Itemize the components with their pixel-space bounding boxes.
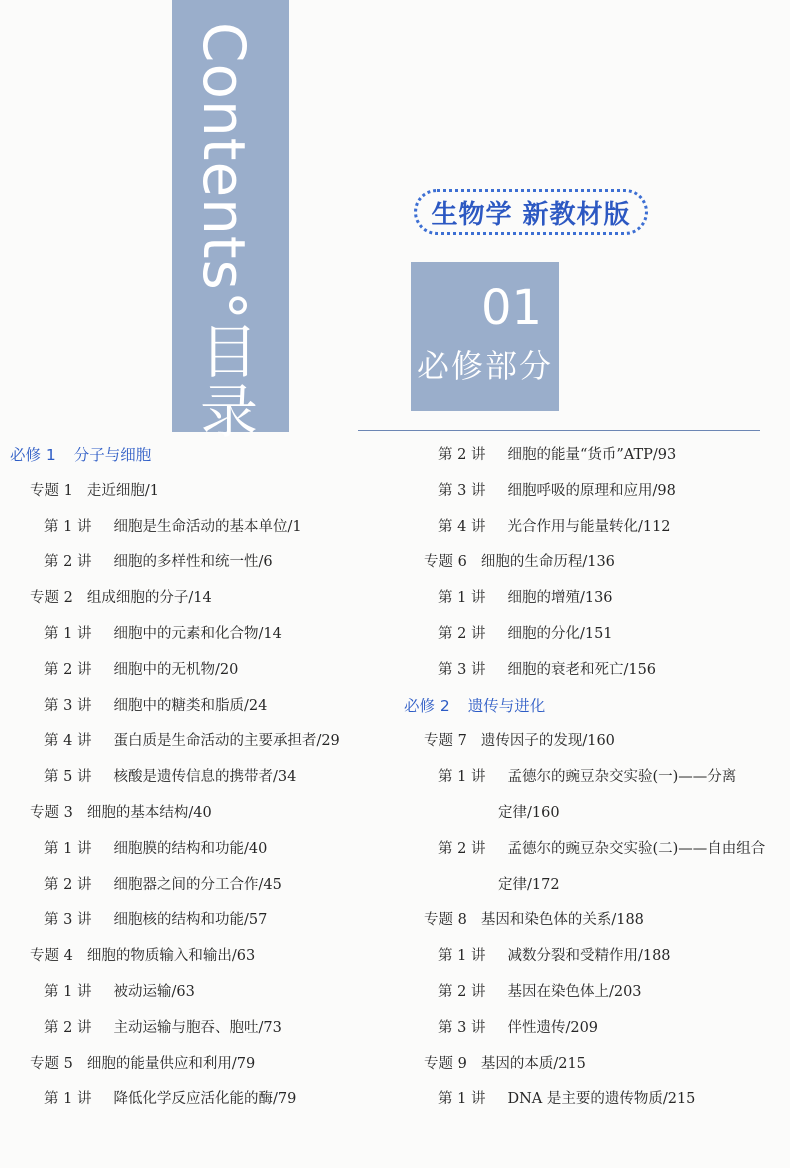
toc-title: 伴性遗传/209 (507, 1020, 599, 1036)
toc-label: 第 1 讲 (44, 1091, 92, 1107)
toc-title: 被动运输/63 (113, 984, 195, 1000)
toc-title: 细胞核的结构和功能/57 (113, 912, 268, 928)
toc-label: 专题 9 (424, 1056, 467, 1072)
toc-lecture (438, 480, 676, 502)
toc-lecture (438, 945, 671, 967)
toc-lecture (44, 623, 282, 645)
toc-title: 细胞呼吸的原理和应用/98 (507, 483, 676, 499)
toc-label: 第 1 讲 (44, 626, 92, 642)
section-number: 01 (481, 280, 543, 336)
toc-label: 第 3 讲 (44, 698, 92, 714)
toc-label: 必修 2 (404, 697, 450, 715)
toc-lecture (438, 444, 676, 466)
toc-title: 细胞膜的结构和功能/40 (113, 841, 268, 857)
toc-title: 细胞的物质输入和输出/63 (86, 948, 256, 964)
toc-label: 第 2 讲 (438, 984, 486, 1000)
toc-lecture (44, 516, 302, 538)
toc-title: 组成细胞的分子/14 (86, 590, 212, 606)
toc-label: 第 1 讲 (44, 984, 92, 1000)
toc-label: 专题 3 (30, 805, 73, 821)
toc-title: 细胞的能量供应和利用/79 (86, 1056, 256, 1072)
toc-topic (424, 730, 615, 752)
section-title: 必修部分 (417, 347, 554, 385)
toc-label: 专题 1 (30, 483, 73, 499)
toc-label: 第 2 讲 (44, 1020, 92, 1036)
toc-label: 第 4 讲 (438, 519, 486, 535)
toc-part (404, 695, 545, 717)
header-divider (358, 430, 760, 431)
toc-title: 细胞的基本结构/40 (86, 805, 212, 821)
toc-title: 减数分裂和受精作用/188 (507, 948, 671, 964)
toc-lecture (44, 730, 340, 752)
toc-label: 第 5 讲 (44, 769, 92, 785)
toc-lecture (44, 659, 238, 681)
toc-topic (424, 909, 644, 931)
toc-title: 核酸是遗传信息的携带者/34 (113, 769, 297, 785)
toc-label: 第 3 讲 (44, 912, 92, 928)
toc-lecture (438, 838, 765, 860)
toc-title: 遗传与进化 (467, 697, 546, 715)
toc-lecture (438, 766, 736, 788)
toc-label: 第 1 讲 (438, 769, 486, 785)
banner-title-cn: 目录 (190, 320, 258, 441)
toc-topic (424, 551, 615, 573)
banner-text (184, 22, 264, 441)
toc-lecture (438, 981, 642, 1003)
toc-lecture (44, 766, 296, 788)
toc-label: 专题 7 (424, 733, 467, 749)
toc-topic (30, 480, 159, 502)
toc-lecture (44, 1088, 296, 1110)
toc-title: 细胞的分化/151 (507, 626, 613, 642)
toc-cont (498, 874, 560, 896)
toc-label: 第 1 讲 (438, 948, 486, 964)
toc-lecture (44, 909, 267, 931)
toc-label: 第 2 讲 (44, 662, 92, 678)
toc-lecture (44, 551, 273, 573)
section-header (411, 262, 559, 411)
toc-cont (498, 802, 560, 824)
toc-label: 第 3 讲 (438, 662, 486, 678)
toc-title: 遗传因子的发现/160 (480, 733, 615, 749)
toc-label: 第 2 讲 (438, 626, 486, 642)
toc-label: 第 1 讲 (44, 519, 92, 535)
toc-topic (424, 1053, 586, 1075)
toc-lecture (44, 981, 195, 1003)
toc-lecture (438, 1088, 695, 1110)
toc-title: 细胞的多样性和统一性/6 (113, 554, 273, 570)
toc-title: 细胞是生命活动的基本单位/1 (113, 519, 302, 535)
toc-title: 细胞的增殖/136 (507, 590, 613, 606)
toc-label: 第 4 讲 (44, 733, 92, 749)
toc-label: 专题 6 (424, 554, 467, 570)
toc-label: 第 1 讲 (438, 1091, 486, 1107)
toc-label: 第 2 讲 (44, 877, 92, 893)
toc-title: 细胞的能量“货币”ATP/93 (507, 447, 677, 463)
toc-title: 主动运输与胞吞、胞吐/73 (113, 1020, 282, 1036)
toc-title: DNA 是主要的遗传物质/215 (507, 1091, 696, 1107)
toc-title: 蛋白质是生命活动的主要承担者/29 (113, 733, 340, 749)
toc-lecture (44, 874, 282, 896)
toc-title: 分子与细胞 (73, 446, 152, 464)
toc-lecture (438, 587, 613, 609)
toc-title: 定律/160 (498, 805, 560, 821)
toc-title: 基因的本质/215 (480, 1056, 586, 1072)
toc-title: 细胞器之间的分工合作/45 (113, 877, 282, 893)
toc-topic (30, 587, 212, 609)
toc-lecture (438, 516, 671, 538)
toc-label: 专题 8 (424, 912, 467, 928)
toc-label: 专题 2 (30, 590, 73, 606)
toc-title: 细胞中的无机物/20 (113, 662, 239, 678)
toc-title: 细胞的生命历程/136 (480, 554, 615, 570)
toc-title: 基因在染色体上/203 (507, 984, 642, 1000)
toc-title: 孟德尔的豌豆杂交实验(一)——分离 (507, 769, 737, 785)
toc-label: 第 2 讲 (44, 554, 92, 570)
toc-title: 细胞的衰老和死亡/156 (507, 662, 657, 678)
toc-title: 光合作用与能量转化/112 (507, 519, 671, 535)
contents-banner (172, 0, 289, 441)
toc-label: 必修 1 (10, 446, 56, 464)
toc-label: 专题 4 (30, 948, 73, 964)
toc-topic (30, 1053, 255, 1075)
toc-topic (30, 802, 212, 824)
toc-title: 定律/172 (498, 877, 560, 893)
toc-lecture (44, 1017, 282, 1039)
toc-title: 基因和染色体的关系/188 (480, 912, 644, 928)
toc-label: 第 2 讲 (438, 841, 486, 857)
toc-lecture (44, 838, 267, 860)
toc-label: 第 1 讲 (438, 590, 486, 606)
toc-lecture (438, 659, 656, 681)
toc-title: 走近细胞/1 (86, 483, 159, 499)
toc-label: 专题 5 (30, 1056, 73, 1072)
toc-label: 第 2 讲 (438, 447, 486, 463)
toc-part (10, 444, 151, 466)
toc-lecture (438, 623, 613, 645)
toc-topic (30, 945, 255, 967)
edition-badge: 生物学 新教材版 (414, 189, 648, 235)
toc-label: 第 3 讲 (438, 483, 486, 499)
toc-lecture (44, 695, 267, 717)
toc-title: 降低化学反应活化能的酶/79 (113, 1091, 297, 1107)
banner-title-en: Contents° (190, 22, 258, 321)
toc-lecture (438, 1017, 598, 1039)
toc-title: 细胞中的糖类和脂质/24 (113, 698, 268, 714)
toc-title: 孟德尔的豌豆杂交实验(二)——自由组合 (507, 841, 766, 857)
toc-label: 第 3 讲 (438, 1020, 486, 1036)
toc-label: 第 1 讲 (44, 841, 92, 857)
toc-title: 细胞中的元素和化合物/14 (113, 626, 282, 642)
